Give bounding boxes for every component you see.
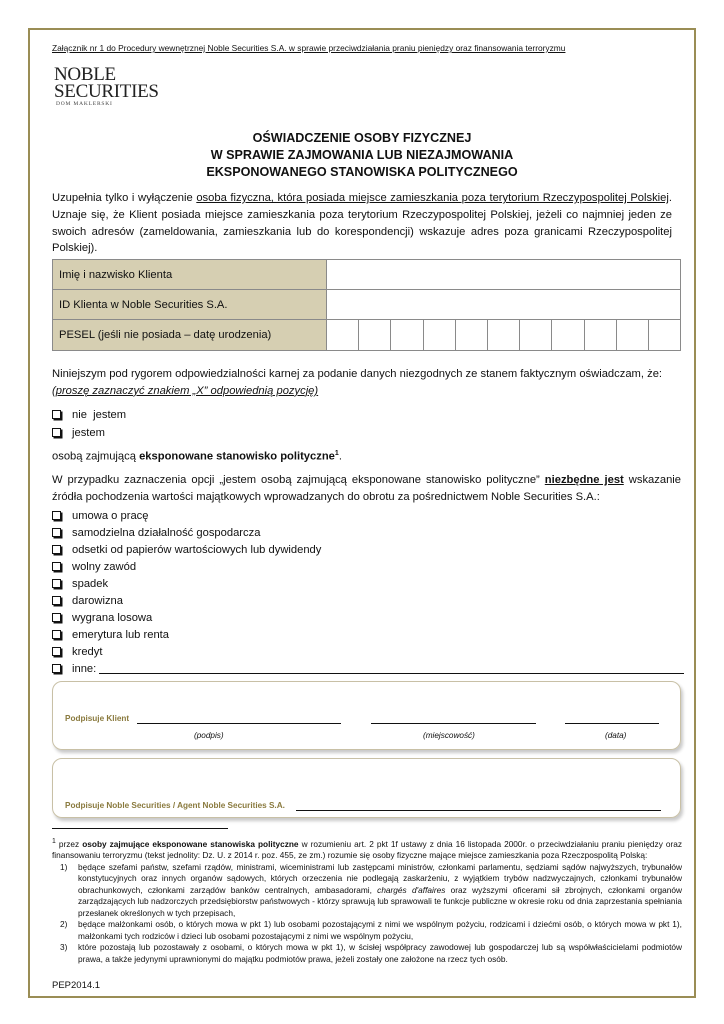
annex-header: Załącznik nr 1 do Procedury wewnętrznej Noble Securities S.A. w sprawie przeciwdziałania praniu pieniędzy oraz finansowania terroryzmu (52, 43, 566, 53)
client-signature-label: Podpisuje Klient (65, 714, 130, 723)
footnote-mark: 1 (52, 838, 56, 845)
declaration-text: Niniejszym pod rygorem odpowiedzialności karnej za podanie danych niezgodnych ze stanem faktycznym oświadczam, że: (52, 368, 663, 380)
source-option[interactable] (52, 508, 149, 524)
client-id-field[interactable] (327, 290, 681, 320)
position-prefix: osobą zajmującą (52, 450, 140, 463)
source-option[interactable] (52, 610, 152, 626)
position-statement (52, 450, 342, 463)
client-id-label: ID Klienta w Noble Securities S.A. (53, 290, 327, 320)
source-label: umowa o pracę (72, 510, 149, 522)
option-label: nie jestem (72, 409, 127, 421)
pesel-digit-cell[interactable] (552, 320, 584, 350)
other-label: inne: (72, 663, 97, 675)
item-text: będące małżonkami osób, o których mowa w pkt 1) lub osobami pozostającymi z nimi we wspólnym pożyciu, rodzicami i dziećmi osób, o których mowa w pkt 1), małżonkami tych rodziców i dzieci lub osobami pozostającymi z nimi we wspólnym pożyciu, (78, 919, 682, 941)
title-line-2: W SPRAWIE ZAJMOWANIA LUB NIEZAJMOWANIA (210, 148, 514, 162)
footnote-lead: przez (55, 838, 83, 849)
footnote-list (52, 862, 682, 966)
option-label: jestem (72, 427, 105, 439)
name-field[interactable] (327, 260, 681, 290)
form-code: PEP2014.1 (52, 980, 101, 991)
pesel-label: PESEL (jeśli nie posiada – datę urodzenia) (53, 320, 327, 351)
client-signature-line[interactable] (137, 723, 341, 724)
logo-line-1: NOBLE (54, 64, 116, 85)
source-label: wygrana losowa (72, 612, 153, 624)
sources-intro-text: W przypadku zaznaczenia opcji „jestem osobą zajmującą eksponowane stanowisko polityczne” (52, 474, 545, 486)
source-label: darowizna (72, 595, 123, 607)
pesel-digit-cell[interactable] (617, 320, 649, 350)
list-item (52, 919, 682, 942)
item-number: 2) (60, 919, 68, 930)
agent-signature-label: Podpisuje Noble Securities / Agent Noble Securities S.A. (65, 801, 285, 810)
source-label: kredyt (72, 646, 103, 658)
option-pep[interactable] (52, 425, 105, 441)
client-data-table (52, 259, 681, 351)
table-row (53, 320, 681, 351)
title-line-3: EKSPONOWANEGO STANOWISKA POLITYCZNEGO (206, 165, 518, 179)
item-number: 3) (60, 942, 68, 953)
checkbox[interactable] (52, 562, 61, 571)
pesel-field[interactable] (327, 320, 681, 351)
place-line[interactable] (371, 723, 536, 724)
pesel-digit-cell[interactable] (456, 320, 488, 350)
logo-line-3: DOM MAKLERSKI (56, 101, 113, 107)
sources-intro-text-end: wskazanie źródła pochodzenia wartości majątkowych wprowadzanych do obrotu za pośrednictwem Noble Securities S.A.: (52, 474, 682, 503)
footnote-text: w rozumieniu art. 2 pkt 1f ustawy z dnia 16 listopada 2000r. o przeciwdziałaniu praniu pieniędzy oraz finansowaniu terroryzmu (tekst jednolity: Dz. U. z 2014 r. poz. 455, ze zm.) rozumie się osoby fizyczne mające miejsce zamieszkania poza Rzeczpospolitą Polską: (52, 838, 683, 861)
checkbox[interactable] (52, 596, 61, 605)
item-text: będące szefami państw, szefami rządów, ministrami, wiceministrami lub zastępcami ministrów, członkami parlamentu, sędziami sądów najwyższych, trybunałów konstytucyjnych oraz innych organów sądowych, których orzeczenia nie podlegają zaskarżeniu, z wyjątkiem trybów nadzwyczajnych, członkami trybunałów obrachunkowych, członkami zarządów banków centralnych, ambasadorami, (78, 861, 682, 895)
source-label: odsetki od papierów wartościowych lub dywidendy (72, 544, 322, 556)
source-option[interactable] (52, 542, 321, 558)
table-row (53, 260, 681, 290)
noble-securities-logo (54, 66, 159, 107)
signature-caption: (podpis) (194, 731, 224, 740)
footnote-separator (52, 828, 228, 829)
source-option[interactable] (52, 644, 102, 660)
checkbox[interactable] (52, 511, 61, 520)
declaration (52, 366, 682, 400)
item-text-end: oraz wyższymi oficerami sił zbrojnych, członkami organów zarządzających lub nadzorczych przedsiębiorstw państwowych - którzy sprawują lub sprawowali te funkcje publiczne w okresie roku od dnia zaprzestania spełniania przesłanek określonych w tych przepisach, (78, 884, 683, 918)
checkbox[interactable] (52, 428, 61, 437)
pesel-digit-cell[interactable] (585, 320, 617, 350)
item-italic: chargés d'affaires (377, 884, 446, 895)
position-bold: eksponowane stanowisko polityczne (139, 450, 335, 463)
checkbox[interactable] (52, 545, 61, 554)
agent-signature-line[interactable] (296, 810, 661, 811)
source-label: samodzielna działalność gospodarcza (72, 527, 261, 539)
checkbox[interactable] (52, 647, 61, 656)
checkbox[interactable] (52, 410, 61, 419)
intro-paragraph (52, 190, 672, 257)
title-line-1: OŚWIADCZENIE OSOBY FIZYCZNEJ (252, 131, 472, 145)
source-label: wolny zawód (72, 561, 137, 573)
pesel-digit-cell[interactable] (327, 320, 359, 350)
logo-line-2: SECURITIES (54, 81, 159, 102)
declaration-instruction: (proszę zaznaczyć znakiem „X” odpowiednią pozycję) (52, 384, 319, 397)
pesel-digit-cell[interactable] (424, 320, 456, 350)
table-row (53, 290, 681, 320)
source-option[interactable] (52, 525, 260, 541)
item-number: 1) (60, 861, 68, 872)
footnote-marker: 1 (334, 450, 339, 457)
source-option[interactable] (52, 627, 169, 643)
pesel-digit-cell[interactable] (391, 320, 423, 350)
intro-text-end: . Uznaje się, że Klient posiada miejsce zamieszkania poza terytorium Rzeczypospolitej Polskiej, jeżeli co najmniej jeden ze swoich adresów (zameldowania, zamieszkania lub do korespondencji) wskazuje adres poza granicami Rzeczypospolitej Polskiej). (52, 192, 672, 255)
pesel-digit-cell[interactable] (359, 320, 391, 350)
checkbox[interactable] (52, 579, 61, 588)
checkbox[interactable] (52, 630, 61, 639)
source-option[interactable] (52, 559, 136, 575)
intro-underlined: osoba fizyczna, która posiada miejsce zamieszkania poza terytorium Rzeczypospolitej Polskiej (196, 192, 669, 204)
pesel-digit-cell[interactable] (520, 320, 552, 350)
agent-signature-box (52, 758, 681, 818)
pesel-digit-cell[interactable] (649, 320, 680, 350)
sources-intro (52, 472, 681, 506)
footnote-bold: osoby zajmujące eksponowane stanowiska polityczne (82, 838, 299, 849)
source-option[interactable] (52, 576, 108, 592)
checkbox[interactable] (52, 528, 61, 537)
position-suffix: . (338, 450, 342, 463)
sources-intro-emphasis: niezbędne jest (544, 474, 624, 486)
checkbox[interactable] (52, 664, 61, 673)
list-item (52, 862, 682, 920)
client-signature-box (52, 681, 681, 750)
date-line[interactable] (565, 723, 659, 724)
footnote-intro (52, 836, 682, 862)
date-caption: (data) (605, 731, 627, 740)
other-input-line[interactable] (99, 662, 684, 674)
pesel-digit-cell[interactable] (488, 320, 520, 350)
source-option[interactable] (52, 593, 123, 609)
checkbox[interactable] (52, 613, 61, 622)
intro-text-start: Uzupełnia tylko i wyłączenie (52, 192, 197, 204)
name-label: Imię i nazwisko Klienta (53, 260, 327, 290)
source-option-other[interactable] (52, 661, 684, 677)
source-label: spadek (72, 578, 109, 590)
document-title (0, 130, 724, 181)
option-not-pep[interactable] (52, 407, 126, 423)
source-label: emerytura lub renta (72, 629, 170, 641)
item-text: które pozostają lub pozostawały z osobami, o których mowa w pkt 1), w ścisłej współpracy zawodowej lub gospodarczej lub są współwłaścicielami podmiotów prawa, a także jedynymi uprawnionymi do majątku podmiotów prawa, jeżeli zostały one założone na rzecz tych osób. (78, 942, 682, 964)
footnote (52, 836, 682, 965)
list-item (52, 942, 682, 965)
place-caption: (miejscowość) (423, 731, 475, 740)
